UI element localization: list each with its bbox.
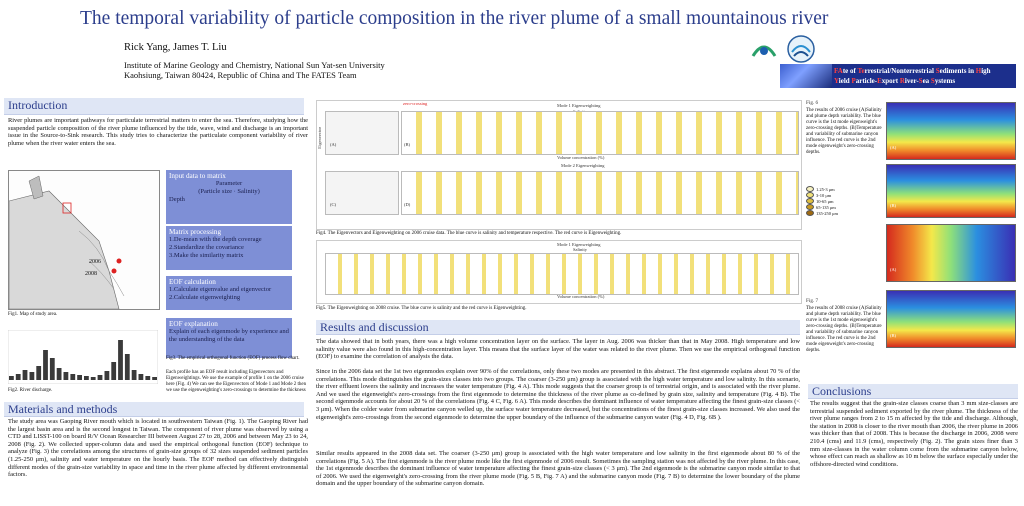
fig7-panel-a [886,224,1016,282]
eof-step-2: 2.Calculate eigenweighting [169,294,241,301]
matrix-processing-box [166,226,292,270]
fig5-figure [316,240,802,304]
discharge-bar [23,370,28,380]
introduction-heading: Introduction [8,98,68,112]
materials-heading: Materials and methods [8,402,118,416]
fig4-caption: Fig4. The Eigenvectors and Eigenweighting on 2006 cruise data. The blue curve is salinity and temperature respective. The red curve is Eigenweighting. [316,231,622,236]
fig5-salinity-label: Salinity [573,247,588,252]
fig5-xlabel: Volume concentration (%) [557,294,605,299]
fates-line-2-part-6: R [899,77,905,85]
discharge-bar [152,377,157,380]
fig3-caption: Fig3. The empirical orthogonal function (EOF) process flow chart. [166,356,300,361]
input-depth: Depth [169,196,185,203]
fates-line-2-part-9: ea [922,77,931,85]
fates-line-2-part-1: ield [838,77,852,85]
fates-line-2 [834,76,1014,86]
fig7-panel-a-label: (A) [890,267,897,272]
results-heading: Results and discussion [320,320,429,334]
fig4-panel-b [401,111,799,155]
fates-line-1-part-7: igh [981,67,991,75]
fig4-panel-a-label: (A) [330,142,337,147]
institute-logo-icon [786,34,816,64]
discharge-bar [70,374,75,380]
matrix-step-1: 1.De-mean with the depth coverage [169,236,262,243]
fig6-panel-b [886,164,1016,218]
fates-line-1-part-0: FA [834,67,843,75]
fig4-panel-c-label: (C) [330,202,336,207]
introduction-text: River plumes are important pathways for particulate terrestrial matters to enter the sea. Therefore, studying how the suspended particle composition of the river plume influenced by the tide, wave, wind and discharge is an important issue in the Source-to-Sink research. This study tries to characterize the particulate component variability of river plume when the river water enters the sea. [8,117,308,147]
fates-banner [780,64,1016,88]
affiliation-line-2: Kaohsiung, Taiwan 80424, Republic of China and The FATES Team [124,70,357,80]
fig6-legend-label: 10-65 μm [816,198,834,204]
fig1-caption: Fig1. Map of study area. [8,312,58,317]
discharge-bar [16,374,21,380]
fig4-figure [316,100,802,230]
fates-line-1 [834,66,1014,76]
fig4-mid-label: Mode 2 Eigenweighting [561,163,605,168]
fates-line-1-part-3: rrestrial/Nonterrestrial [864,67,936,75]
fig4-zero-label: zero-crossing [403,101,428,106]
discharge-bar [30,372,35,380]
fates-line-1-part-6: H [975,67,982,75]
fig6-panel-a-label: (A) [890,145,897,150]
discharge-bar [77,375,82,380]
discharge-bar [91,377,96,380]
discharge-bar [125,354,130,380]
results-paragraph-3: Similar results appeared in the 2008 data set. The coarser (3-250 μm) group is associated with the high water temperature and low salinity in the first eigenmode about 80 % of the correlations (Fig. 5 A). The first eigenmode is the river plume mode like the first eigenmode of 2006 result. Sometimes the sampling station was not affected by the river plume. In this case, the 1st eigenmode describes the dominant influence of water temperature affecting the finest grain-size classes (< 3 μm). The 2nd eigenmode is the submarine canyon mode similar to that of 2006. We used the eigenweight's zero-crossing from the river plume mode (Fig. 5 B, Fig. 7 A) and the submarine canyon mode (Fig. 7 B) to determine the lower boundary of the plume domain and the upper boundary of the submarine canyon domain. [316,450,800,488]
fig2-caption: Fig2. River discharge. [8,388,53,393]
conclusions-heading-bar [808,384,1018,399]
matrix-step-3: 3.Make the similarity matrix [169,252,244,259]
fates-line-2-part-7: iver- [904,77,919,85]
fates-line-2-part-2: P [851,77,856,85]
fates-banner-text [834,66,1014,86]
materials-heading-bar [4,402,304,417]
map-label-2006: 2006 [89,259,101,265]
discharge-bar [50,358,55,380]
fates-line-1-part-5: ediments in [939,67,976,75]
eof-heading: EOF calculation [169,278,216,286]
discharge-bar [9,376,14,380]
materials-text: The study area was Gaoping River mouth which is located in southwestern Taiwan (Fig. 1). The Gaoping River had the largest basin area and is the second longest in Taiwan. The component of river plume was observed by using a CTD and LISST-100 on board R/V Ocean Researcher III between August 27 to 28, 2006 and between May 23 to 24, 2008 (Fig. 2). We collected upper-column data and used the empirical orthogonal function (EOF) technique to analyze (Fig. 3) the correlations among the structures of grain-size groups of 32 sizes suspended sediment particles (1.25-250 μm), salinity and water temperature on the hourly basis. The EOF method can effectively distinguish different modes of the grain-size variability in space and time in the river plume affected by different environmental factors. [8,418,308,479]
fig4-panel-d-label: (D) [404,202,411,207]
discharge-bar [105,371,110,380]
discharge-bar [118,340,123,380]
fates-line-1-part-1: te of [842,67,858,75]
fig5-caption: Fig5. The Eigenweighting on 2008 cruise. The blue curve is salinity and the red curve is Eigenweighting. [316,306,527,311]
discharge-bar [98,375,103,380]
conclusions-text: The results suggest that the grain-size classes coarse than 3 mm size-classes are terrestrial suspended sediment exported by the river plume. The thickness of the river plume ranges from 2 to 15 m affected by the tide and discharge. Although, the station in 2008 is closer to the river mouth than 2006, the river plume in 2006 was thicker than that of 2008. This is because the discharge in 2006, 2008 were 210.4 (cms) and 11.9 (cms), respectively (Fig. 2). The grain sizes finer than 3 mm size-classes in the water column come from the submarine canyon below, whose effect can reach as shallow as 10 m below the surface especially under the offshore-directed wind conditions. [810,400,1018,468]
fig7-panel-b [886,290,1016,348]
river-discharge-chart [8,330,158,384]
fig4-xlabel: Volume concentration (%) [557,155,605,160]
fates-line-2-part-8: S [918,77,923,85]
discharge-bar [64,372,69,380]
conclusions-heading: Conclusions [812,384,872,398]
fig5-top-label: Mode 1 Eigenweighting [557,242,601,247]
matrix-heading: Matrix processing [169,228,222,236]
map-label-2008: 2008 [85,271,97,277]
results-heading-bar [316,320,800,335]
fates-line-1-part-4: S [935,67,940,75]
fig6-legend-label: 1.25-3 μm [816,186,835,192]
fates-line-2-part-0: Y [834,77,839,85]
input-parameter-sub: (Particle size · Salinity) [198,188,260,195]
fig6-text: The results of 2006 cruise (A)Salinity and plume depth variability. The blue curve is the 1st mode eigenweight's zero-crossing depths. (B)Temperature and variability of submarine canyon influence. The red curve is the 2nd mode eigenweight's zero-crossing depths. [806,108,882,155]
eof-step-1: 1.Calculate eigenvalue and eigenvector [169,286,272,293]
nsysu-logo-icon [750,36,778,62]
fig7-label: Fig. 7 [806,298,819,304]
input-parameter: Parameter [215,180,243,187]
fig7-panel-b-label: (B) [890,333,896,338]
fates-line-2-part-4: E [877,77,882,85]
fates-line-2-part-10: S [930,77,935,85]
fates-line-2-part-3: article- [855,77,878,85]
fig6-panel-a [886,102,1016,160]
fates-line-2-part-11: ystems [934,77,956,85]
fates-banner-image [780,64,832,88]
fig6-legend [806,186,878,216]
legend-swatch-icon [806,210,814,216]
discharge-bar [111,362,116,380]
fig6-panel-b-label: (B) [890,203,896,208]
fig6-legend-item [806,210,878,216]
fig4-ylabel: Eigenvector [317,127,322,149]
fig6-label: Fig. 6 [806,100,819,106]
discharge-bar [36,366,41,380]
affiliation-line-1: Institute of Marine Geology and Chemistry, National Sun Yat-sen University [124,60,385,70]
poster-title: The temporal variability of particle composition in the river plume of a small mountainous river [80,8,829,29]
fig4-panel-a [325,111,399,155]
authors: Rick Yang, James T. Liu [124,42,227,53]
eof-calculation-box [166,276,292,310]
results-paragraph-1: The data showed that in both years, there was a high volume concentration layer on the surface. The layer in Aug. 2006 was thicker than that in May 2008. High temperature and low salinity value were also found in this high-concentration layer. This means that the surface layer of the water was related to the river plume. Then we use the empirical orthogonal function (EOF) to examine the correlation of analysis the data. [316,338,800,361]
fig7-text: The results of 2008 cruise (A)Salinity and plume depth variability. The blue curve is the 1st mode eigenweight's zero-crossing depths. (B)Temperature and variability of submarine canyon influence. The red curve is the 2nd mode eigenweight's zero-crossing depths. [806,306,882,353]
eof-explanation-heading: EOF explanation [169,320,218,328]
eof-explanation-text: Explain of each eigenmode by experience and the understanding of the data [169,328,289,343]
input-data-box [166,170,292,224]
fig6-legend-label: 65-135 μm [816,204,836,210]
fig4-top-label: Mode 1 Eigenweighting [557,103,601,108]
eof-explanation-box [166,318,292,358]
results-paragraph-2: Since in the 2006 data set the 1st two eigenmodes explain over 90% of the correlations, only these two modes are presented in this abstract. The first eigenmode explains about 70 % of the correlations. This mode distinguishes the grain-sizes classes into two groups. The coarser (3-250 μm) group is associated with the high water temperature and low salinity. In this scenario, the river effluent lowers the salinity and increases the water temperature (Fig. 4 A). This mode suggests that the coarser group is of terrestrial origin, and is associated with the river plume. And we used the eigenweight's zero-crossings from the first eigenmode to determine the thickness of the river plume as co-defined by grain size, salinity and temperature (Fig. 4 B). The second eigenmode accounts for about 20 % of the correlations (Fig. 4 C, Fig. 6 A). This mode describes the dominant influence of water temperature affecting the finest grain-size classes (< 3 μm). When the colder water from submarine canyon welled up, the surface water temperature decreased, but the concentrations of the finest grain-size classes increased. We also used the eigenweight's zero-crossings from the second eigenmode to determine the upper boundary of the influence of the submarine canyon water (Fig. 4 D, Fig. 6B ). [316,368,800,421]
fig5-panel [325,253,799,295]
matrix-step-2: 2.Standardize the covariance [169,244,244,251]
fig4-panel-b-label: (B) [404,142,410,147]
discharge-bar [84,376,89,380]
fates-line-2-part-5: xport [881,77,900,85]
discharge-bar [139,374,144,380]
input-data-heading: Input data to matrix [169,172,226,180]
affiliation [124,60,484,80]
fates-line-1-part-2: Te [857,67,865,75]
discharge-bar [145,376,150,380]
fig6-legend-label: 135-250 μm [816,210,839,216]
discharge-bar [43,350,48,380]
fig6-legend-label: 3-10 μm [816,192,832,198]
introduction-heading-bar [4,98,304,115]
study-area-map [8,170,160,310]
fig4-panel-d [401,171,799,215]
discharge-bar [132,370,137,380]
discharge-bar [57,368,62,380]
fig3-caption-detail: Each profile has an EOF result including Eigenvectors and Eigenweightings. We use the example of profile 1 on the 2006 cruise here (Fig. 4) We can see the Eigenvectors of Mode 1 and Mode 2 then we use the eigenweighting's zero-crossings to determine the thickness [166,370,307,393]
fig4-panel-c [325,171,399,215]
